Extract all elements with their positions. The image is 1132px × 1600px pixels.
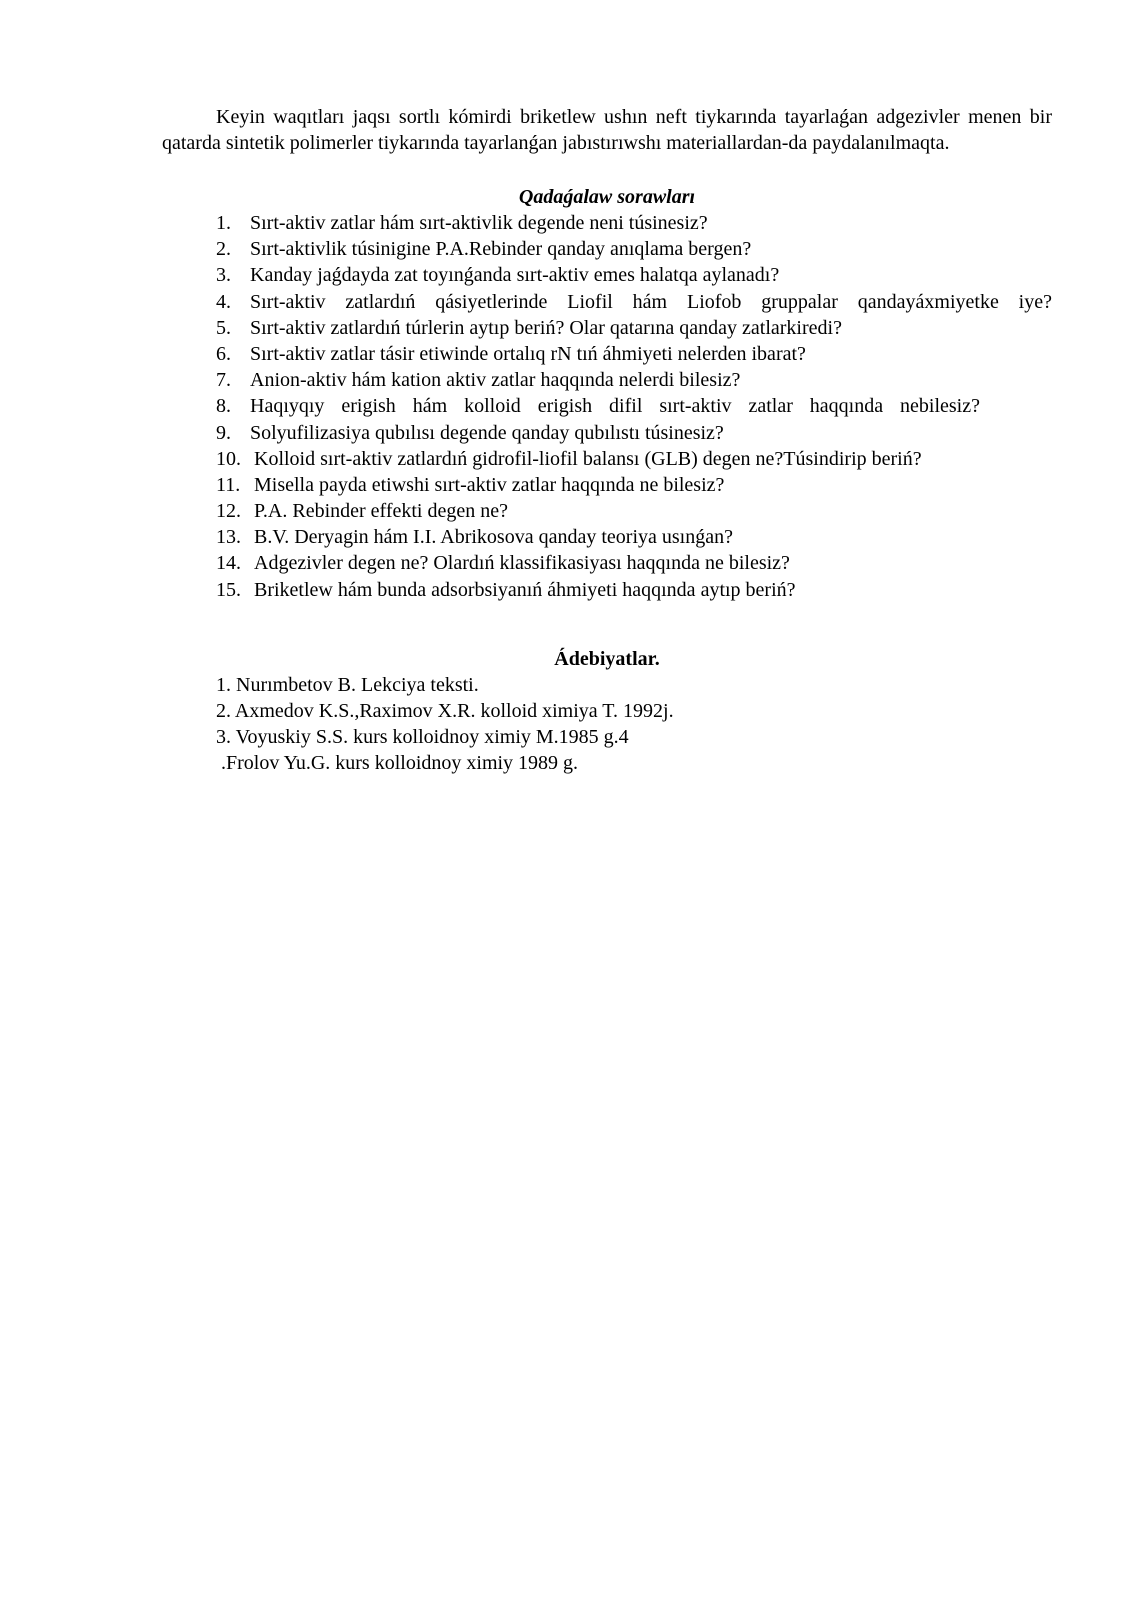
references-list (216, 672, 674, 776)
question-number: 4. (216, 290, 231, 313)
question-number: 14. (216, 552, 241, 575)
question-text: B.V. Deryagin hám I.I. Abrikosova qanday teoriya usınǵan? (254, 526, 733, 549)
intro-paragraph: Keyin waqıtları jaqsı sortlı kómirdi briketlew ushın neft tiykarında tayarlaǵan adgezivler menen bir qatarda sintetik polimerler tiykarında tayarlanǵan jabıstırıwshı materiallardan-da paydalanılmaqta. (162, 106, 1052, 154)
question-item (216, 446, 1052, 472)
question-text: Sırt-aktiv zatlardıń túrlerin aytıp beriń? Olar qatarına qanday zatlarkiredi? (250, 316, 842, 339)
question-number: 10. (216, 447, 241, 470)
reference-item: 1. Nurımbetov B. Lekciya teksti. (216, 674, 479, 696)
question-text: Misella payda etiwshi sırt-aktiv zatlar haqqında ne bilesiz? (254, 473, 725, 496)
question-number: 2. (216, 238, 231, 261)
question-item (216, 498, 1052, 524)
question-number: 12. (216, 500, 241, 523)
question-item (216, 524, 1052, 550)
question-number: 1. (216, 212, 231, 234)
question-text: Kanday jaǵdayda zat toyınǵanda sırt-aktiv emes halatqa aylanadı? (250, 264, 780, 287)
question-text: Haqıyqıy erigish hám kolloid erigish difil sırt-aktiv zatlar haqqında nebilesiz? (250, 395, 980, 418)
reference-item: 2. Axmedov K.S.,Raximov X.R. kolloid ximiya T. 1992j. (216, 700, 674, 722)
question-item (216, 393, 980, 419)
question-item (216, 341, 1052, 367)
question-text: Solyufilizasiya qubılısı degende qanday qubılıstı túsinesiz? (250, 421, 724, 444)
question-item (216, 577, 1052, 603)
question-text: Sırt-aktiv zatlardıń qásiyetlerinde Liofil hám Liofob gruppalar qandayáxmiyetke iye? (250, 290, 1052, 313)
question-text: Anion-aktiv hám kation aktiv zatlar haqqında nelerdi bilesiz? (250, 369, 741, 392)
question-item (216, 236, 1052, 262)
question-text: Sırt-aktivlik túsinigine P.A.Rebinder qanday anıqlama bergen? (250, 238, 752, 261)
question-text: P.A. Rebinder effekti degen ne? (254, 500, 508, 523)
question-number: 13. (216, 526, 241, 549)
reference-item: 3. Voyuskiy S.S. kurs kolloidnoy ximiy M.1985 g.4 (216, 726, 629, 748)
question-number: 5. (216, 316, 231, 339)
question-number: 6. (216, 342, 231, 365)
question-item (216, 420, 1052, 446)
question-number: 9. (216, 421, 231, 444)
question-text: Sırt-aktiv zatlar tásir etiwinde ortalıq rN tıń áhmiyeti nelerden ibarat? (250, 342, 806, 365)
question-number: 7. (216, 369, 231, 392)
question-item (216, 367, 1052, 393)
question-number: 11. (216, 473, 241, 496)
question-item (216, 210, 1052, 236)
question-item (216, 315, 1052, 341)
question-number: 3. (216, 264, 231, 287)
question-text: Briketlew hám bunda adsorbsiyanıń áhmiyeti haqqında aytıp beriń? (254, 578, 796, 601)
question-item (216, 550, 1052, 576)
questions-heading: Qadaǵalaw sorawları (518, 186, 696, 208)
question-number: 8. (216, 395, 231, 418)
question-text: Sırt-aktiv zatlar hám sırt-aktivlik degende neni túsinesiz? (250, 212, 708, 234)
references-heading (162, 646, 1052, 672)
question-item (216, 289, 1052, 315)
question-text: Adgezivler degen ne? Olardıń klassifikasiyası haqqında ne bilesiz? (254, 552, 790, 575)
question-item (216, 262, 1052, 288)
question-text: Kolloid sırt-aktiv zatlardıń gidrofil-liofil balansı (GLB) degen ne?Túsindirip beriń? (254, 447, 922, 470)
questions-list (216, 210, 1052, 603)
reference-item: .Frolov Yu.G. kurs kolloidnoy ximiy 1989 g. (216, 752, 579, 774)
question-number: 15. (216, 578, 241, 601)
references-heading-text: Ádebiyatlar (554, 648, 655, 670)
references-heading-punct: . (654, 648, 660, 670)
question-item (216, 472, 1052, 498)
